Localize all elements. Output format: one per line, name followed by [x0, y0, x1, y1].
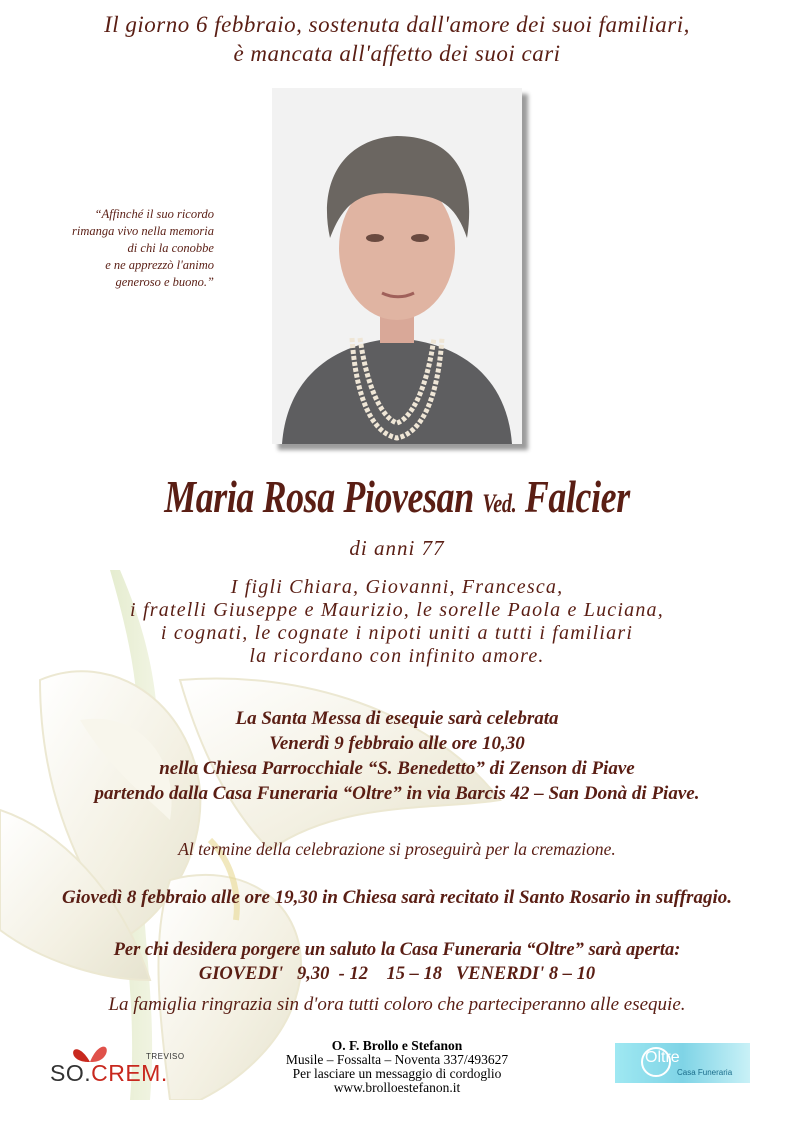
deceased-name — [87, 470, 706, 523]
visit-line-1: Per chi desidera porgere un saluto la Casa Funeraria “Oltre” sarà aperta: — [113, 940, 681, 960]
socrem-crem: CREM. — [91, 1060, 168, 1086]
quote-line: rimanga vivo nella memoria — [72, 224, 214, 238]
family-line: i fratelli Giuseppe e Maurizio, le sorelle Paola e Luciana, — [130, 599, 664, 621]
mass-line: nella Chiesa Parrocchiale “S. Benedetto” di Zenson di Piave — [159, 758, 635, 779]
mass-line: partendo dalla Casa Funeraria “Oltre” in via Barcis 42 – San Donà di Piave. — [94, 783, 700, 804]
family-line: i cognati, le cognate i nipoti uniti a tutti i familiari — [160, 622, 634, 644]
funeral-mass-info — [0, 706, 794, 806]
oltre-name: Oltre — [645, 1049, 680, 1066]
mass-line: La Santa Messa di esequie sarà celebrata — [235, 708, 559, 729]
socrem-logo — [50, 1042, 190, 1086]
intro-line-2: è mancata all'affetto dei suoi cari — [233, 41, 561, 66]
condolence-message: Per lasciare un messaggio di cordoglio — [292, 1066, 502, 1081]
visiting-hours — [0, 938, 794, 986]
family-thanks: La famiglia ringrazia sin d'ora tutti coloro che parteciperanno alle esequie. — [108, 994, 686, 1015]
funeral-home-locations: Musile – Fossalta – Noventa 337/493627 — [285, 1052, 509, 1067]
quote-line: “Affinché il suo ricordo — [94, 207, 214, 221]
intro-line-1: Il giorno 6 febbraio, sostenuta dall'amore dei suoi familiari, — [104, 12, 690, 37]
oltre-logo — [615, 1043, 750, 1083]
socrem-so: SO. — [50, 1060, 92, 1086]
socrem-wordmark — [50, 1060, 168, 1087]
website-link[interactable]: www.brolloestefanon.it — [333, 1080, 461, 1095]
mass-line: Venerdì 9 febbraio alle ore 10,30 — [269, 733, 525, 754]
quote-line: e ne apprezzò l'animo — [105, 258, 214, 272]
intro-text — [0, 10, 794, 68]
family-announcement — [0, 576, 794, 668]
age-text: di anni 77 — [349, 536, 445, 560]
socrem-city: TREVISO — [146, 1052, 185, 1061]
funeral-home-name: O. F. Brollo e Stefanon — [331, 1038, 463, 1053]
family-line: I figli Chiara, Giovanni, Francesca, — [230, 576, 564, 598]
surname: Falcier — [524, 471, 630, 522]
visit-line-2: GIOVEDI' 9,30 - 12 15 – 18 VENERDI' 8 – 10 — [198, 964, 596, 984]
memorial-quote — [36, 206, 214, 291]
family-line: la ricordano con infinito amore. — [249, 645, 545, 667]
portrait-photo — [272, 88, 522, 444]
first-names: Maria Rosa Piovesan — [164, 471, 474, 522]
cremation-note: Al termine della celebrazione si proseguirà per la cremazione. — [178, 839, 616, 859]
oltre-subtitle: Casa Funeraria — [677, 1068, 733, 1077]
rosary-info: Giovedì 8 febbraio alle ore 19,30 in Chiesa sarà recitato il Santo Rosario in suffragio. — [62, 887, 732, 908]
quote-line: generoso e buono.” — [115, 275, 214, 289]
ved-label: Ved. — [482, 489, 517, 518]
quote-line: di chi la conobbe — [127, 241, 214, 255]
